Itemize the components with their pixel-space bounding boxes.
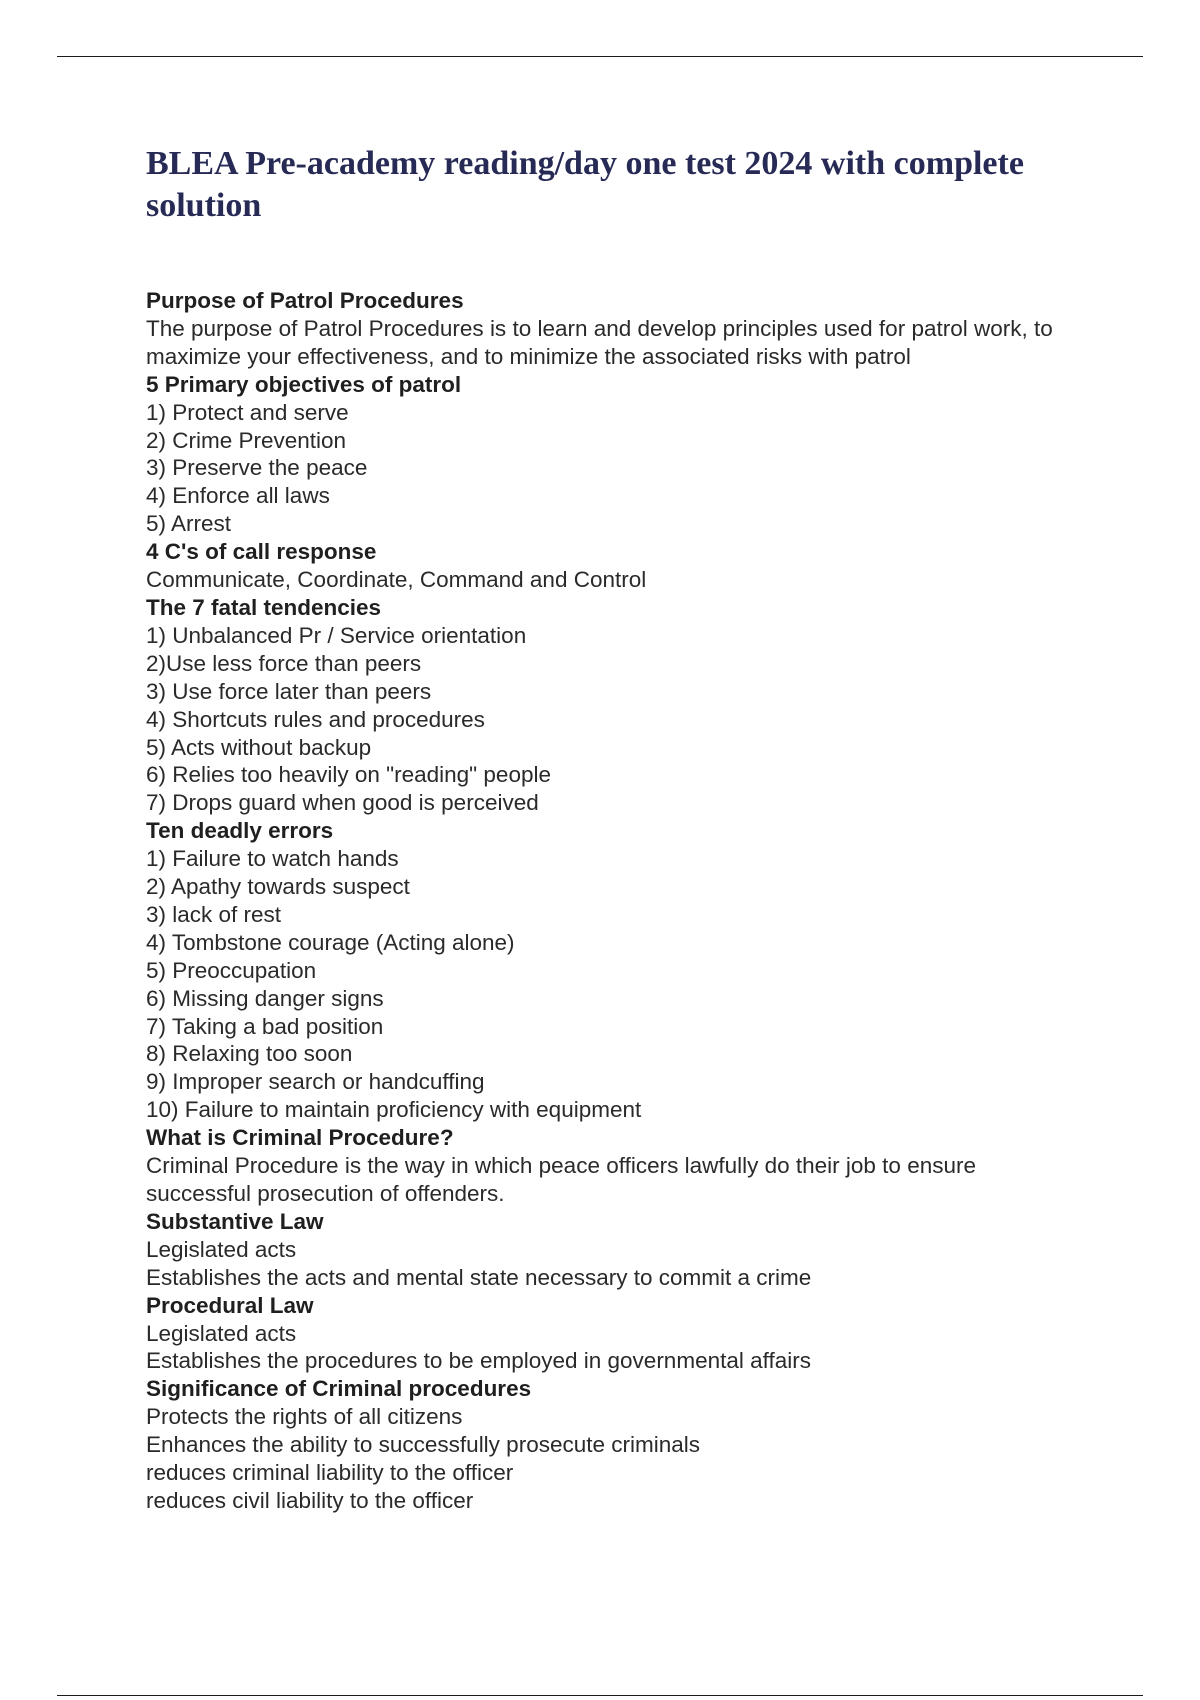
list-item: 6) Missing danger signs [146,985,384,1011]
list-item: 1) Unbalanced Pr / Service orientation [146,622,527,648]
list-item: 4) Shortcuts rules and procedures [146,706,485,732]
section-line: Establishes the procedures to be employed in governmental affairs [146,1348,811,1374]
section-criminal-procedure [146,1124,1076,1208]
bottom-rule [57,1695,1143,1696]
section-heading: 5 Primary objectives of patrol [146,371,462,397]
list-item: 3) Use force later than peers [146,678,432,704]
section-heading: What is Criminal Procedure? [146,1125,454,1151]
list-item: 4) Enforce all laws [146,483,330,509]
section-heading: Purpose of Patrol Procedures [146,288,464,313]
list-item: 3) Preserve the peace [146,455,368,481]
section-line: Enhances the ability to successfully prosecute criminals [146,1432,701,1458]
section-line: reduces criminal liability to the officer [146,1460,514,1486]
section-heading: Ten deadly errors [146,818,334,844]
section-line: Establishes the acts and mental state necessary to commit a crime [146,1264,812,1290]
section-line: Legislated acts [146,1236,297,1262]
section-line: The purpose of Patrol Procedures is to learn and develop principles used for patrol work, to maximize your effectiveness, and to minimize the associated risks with patrol [146,315,1053,369]
section-substantive-law [146,1208,1076,1292]
section-significance [146,1375,1076,1515]
section-heading: The 7 fatal tendencies [146,594,382,620]
section-fatal-tendencies [146,594,1076,817]
document-body [146,287,1076,1515]
list-item: 2) Apathy towards suspect [146,874,410,900]
section-line: Legislated acts [146,1320,297,1346]
list-item: 7) Taking a bad position [146,1013,384,1039]
list-item: 2)Use less force than peers [146,650,422,676]
document-title: BLEA Pre-academy reading/day one test 2024 with complete solution [146,145,1024,224]
section-deadly-errors [146,817,1076,1124]
list-item: 2) Crime Prevention [146,427,347,453]
list-item: 9) Improper search or handcuffing [146,1069,485,1095]
section-procedural-law [146,1292,1076,1376]
section-line: Criminal Procedure is the way in which peace officers lawfully do their job to ensure successful prosecution of offenders. [146,1153,976,1206]
section-heading: Substantive Law [146,1208,324,1234]
section-heading: Procedural Law [146,1292,314,1318]
list-item: 7) Drops guard when good is perceived [146,790,539,816]
top-rule [57,56,1143,57]
section-primary-objectives [146,371,1076,538]
list-item: 5) Arrest [146,511,232,537]
list-item: 5) Acts without backup [146,734,372,760]
section-heading: Significance of Criminal procedures [146,1376,532,1402]
section-line: Communicate, Coordinate, Command and Control [146,567,647,593]
section-call-response [146,538,1076,594]
section-line: Protects the rights of all citizens [146,1404,463,1430]
list-item: 8) Relaxing too soon [146,1041,353,1067]
list-item: 1) Failure to watch hands [146,846,399,872]
list-item: 4) Tombstone courage (Acting alone) [146,929,515,955]
list-item: 5) Preoccupation [146,957,317,983]
list-item: 1) Protect and serve [146,399,349,425]
list-item: 6) Relies too heavily on "reading" people [146,762,551,788]
section-heading: 4 C's of call response [146,539,377,565]
section-line: reduces civil liability to the officer [146,1487,474,1513]
list-item: 3) lack of rest [146,901,282,927]
list-item: 10) Failure to maintain proficiency with equipment [146,1097,642,1123]
section-patrol-purpose [146,287,1076,371]
